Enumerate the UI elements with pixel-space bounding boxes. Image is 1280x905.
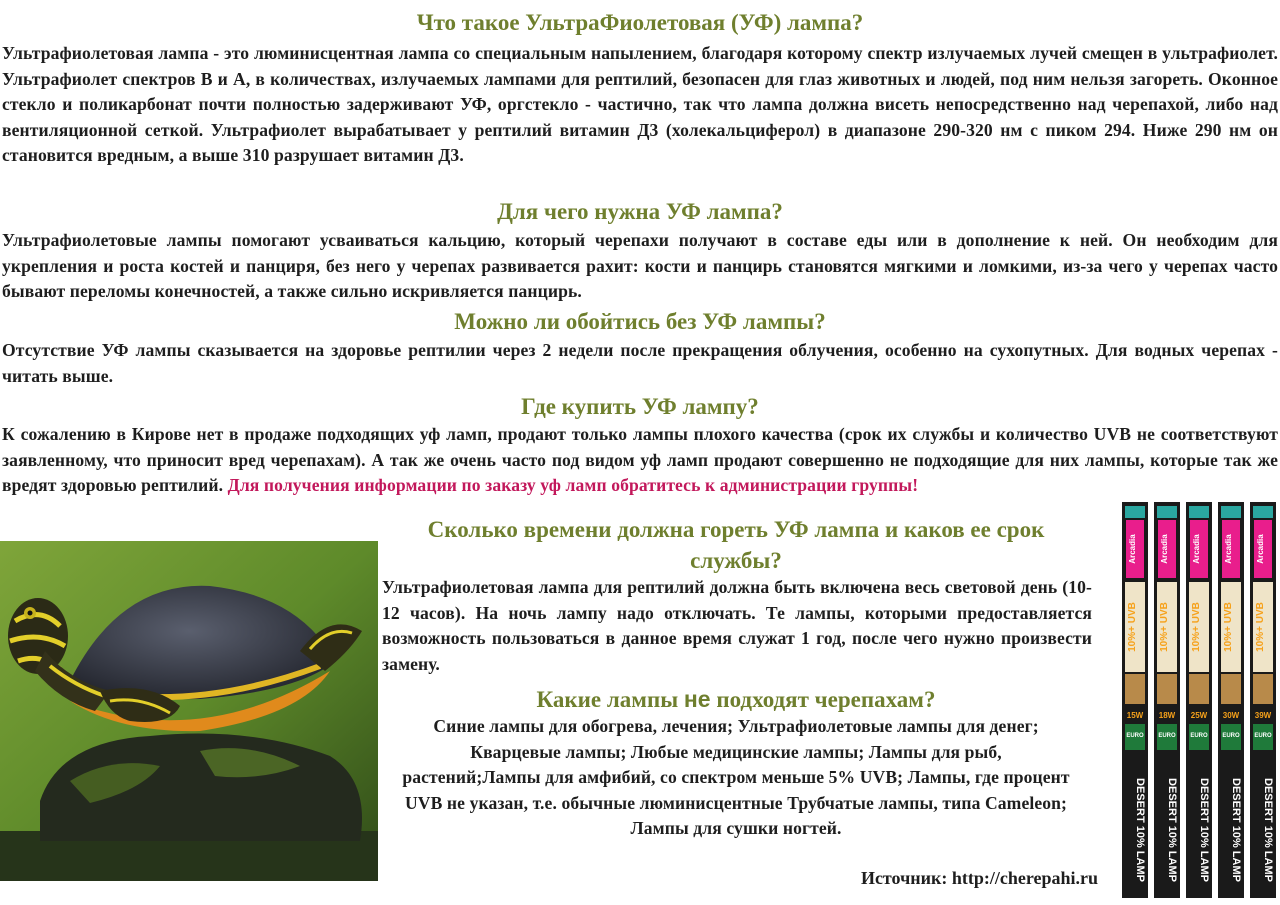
lamp-uvb-label: 10%+ UVB <box>1255 602 1266 652</box>
lamp-photo-panel <box>1189 674 1209 704</box>
paragraph-why-needed: Ультрафиолетовые лампы помогают усваиваться кальцию, который черепахи получают в составе еды или в дополнение к ней. Он необходим для укрепления и роста костей и панциря, без него у черепах развивается рахит: кости и панцирь становятся мягкими и ломкими, из-за чего у черепах часто бывают переломы конечностей, а также сильно искривляется панцирь. <box>2 230 1278 302</box>
heading-why-needed: Для чего нужна УФ лампа? <box>497 199 783 224</box>
paragraph-without-lamp: Отсутствие УФ лампы сказывается на здоровье рептилии через 2 недели после прекращения облучения, особенно на сухопутных. Для водных черепах - читать выше. <box>2 340 1278 386</box>
not-suitable-title-post: подходят черепахам? <box>710 687 936 712</box>
heading-without-lamp: Можно ли обойтись без УФ лампы? <box>454 309 826 334</box>
lamp-uvb-label: 10%+ UVB <box>1191 602 1202 652</box>
heading-where-buy: Где купить УФ лампу? <box>521 394 759 419</box>
lamp-desert-label: DESERT 10% LAMP <box>1198 778 1210 882</box>
paragraph-where-buy <box>2 422 1278 499</box>
lamp-brand-label: Arcadia <box>1192 534 1201 564</box>
paragraph-not-suitable: Синие лампы для обогрева, лечения; Ультрафиолетовые лампы для денег; Кварцевые лампы; Любые медицинские лампы; Лампы для рыб, растений;Лампы для амфибий, со спектром меньше 5% UVB; Лампы, где процент UVB не указан, т.е. обычные люминисцентные Трубчатые лампы, типа Cameleon; Лампы для сушки ногтей. <box>402 716 1070 839</box>
lamp-euro-label: EURO <box>1222 733 1240 739</box>
lamp-brand-label: Arcadia <box>1224 534 1233 564</box>
lamp-uvb-label: 10%+ UVB <box>1159 602 1170 652</box>
turtle-photo <box>0 541 378 881</box>
lamp-cap <box>1189 506 1209 518</box>
lamp-box <box>1250 502 1276 898</box>
lamp-brand-label: Arcadia <box>1128 534 1137 564</box>
heading-not-suitable <box>380 686 1092 713</box>
lamp-uvb-label: 10%+ UVB <box>1223 602 1234 652</box>
lamp-euro-label: EURO <box>1158 733 1176 739</box>
paragraph-duration: Ультрафиолетовая лампа для рептилий должна быть включена весь световой день (10-12 часов). На ночь лампу надо отключать. Те лампы, которыми предоставляется возможность пользоваться в данное время служат 1 год, после чего нужно произвести замену. <box>382 577 1092 674</box>
lamp-brand-label: Arcadia <box>1256 534 1265 564</box>
lamp-uvb-label: 10%+ UVB <box>1127 602 1138 652</box>
lamp-box <box>1154 502 1180 898</box>
lamp-desert-label: DESERT 10% LAMP <box>1166 778 1178 882</box>
heading-what-is-uv-lamp: Что такое УльтраФиолетовая (УФ) лампа? <box>416 10 864 35</box>
lamp-desert-label: DESERT 10% LAMP <box>1230 778 1242 882</box>
lamp-cap <box>1157 506 1177 518</box>
lamp-desert-label: DESERT 10% LAMP <box>1262 778 1274 882</box>
source-link[interactable]: Источник: http://cherepahi.ru <box>860 868 1098 888</box>
lamp-photo-panel <box>1221 674 1241 704</box>
uv-lamps-packaging <box>1118 500 1280 900</box>
lamp-box <box>1218 502 1244 898</box>
lamp-photo-panel <box>1125 674 1145 704</box>
lamp-cap <box>1253 506 1273 518</box>
lamp-euro-label: EURO <box>1254 733 1272 739</box>
lamp-watt-label: 25W <box>1190 711 1208 720</box>
lamp-box <box>1122 502 1148 898</box>
lamp-cap <box>1125 506 1145 518</box>
lamps-svg <box>1118 500 1280 900</box>
lamp-watt-label: 30W <box>1222 711 1240 720</box>
lamp-desert-label: DESERT 10% LAMP <box>1134 778 1146 882</box>
order-info-highlight: Для получения информации по заказу уф ламп обратитесь к администрации группы! <box>227 475 919 496</box>
where-buy-text: К сожалению в Кирове нет в продаже подходящих уф ламп, продают только лампы плохого качества (срок их службы и количество UVB не соответствуют заявленному, что приносит вред черепахам). А так же очень часто под видом уф ламп продают совершенно не подходящие для них лампы, которые так же вредят здоровью рептилий. <box>2 424 1278 496</box>
lamp-photo-panel <box>1253 674 1273 704</box>
lamp-euro-label: EURO <box>1190 733 1208 739</box>
lamp-cap <box>1221 506 1241 518</box>
paragraph-what-is-uv-lamp: Ультрафиолетовая лампа - это люминисцентная лампа со специальным напылением, благодаря которому спектр излучаемых лучей смещен в ультрафиолет. Ультрафиолет спектров В и А, в количествах, излучаемых лампами для рептилий, безопасен для глаз животных и людей, под ним нельзя загореть. Оконное стекло и поликарбонат почти полностью задерживают УФ, оргстекло - частично, так что лампа должна висеть непосредственно над черепахой, либо над вентиляционной сеткой. Ультрафиолет вырабатывает у рептилий витамин Д3 (холекальциферол) в диапазоне 290-320 нм с пиком 294. Ниже 290 нм он становится вредным, а выше 310 разрушает витамин Д3. <box>2 43 1278 166</box>
heading-duration: Сколько времени должна гореть УФ лампа и каков ее срок службы? <box>427 517 1045 573</box>
lamp-box <box>1186 502 1212 898</box>
lamp-watt-label: 39W <box>1254 711 1272 720</box>
lamp-watt-label: 18W <box>1158 711 1176 720</box>
not-suitable-title-ne: не <box>683 686 711 712</box>
lamp-euro-label: EURO <box>1126 733 1144 739</box>
not-suitable-title-pre: Какие лампы <box>536 687 684 712</box>
lamp-photo-panel <box>1157 674 1177 704</box>
lamp-brand-label: Arcadia <box>1160 534 1169 564</box>
lamp-watt-label: 15W <box>1126 711 1144 720</box>
